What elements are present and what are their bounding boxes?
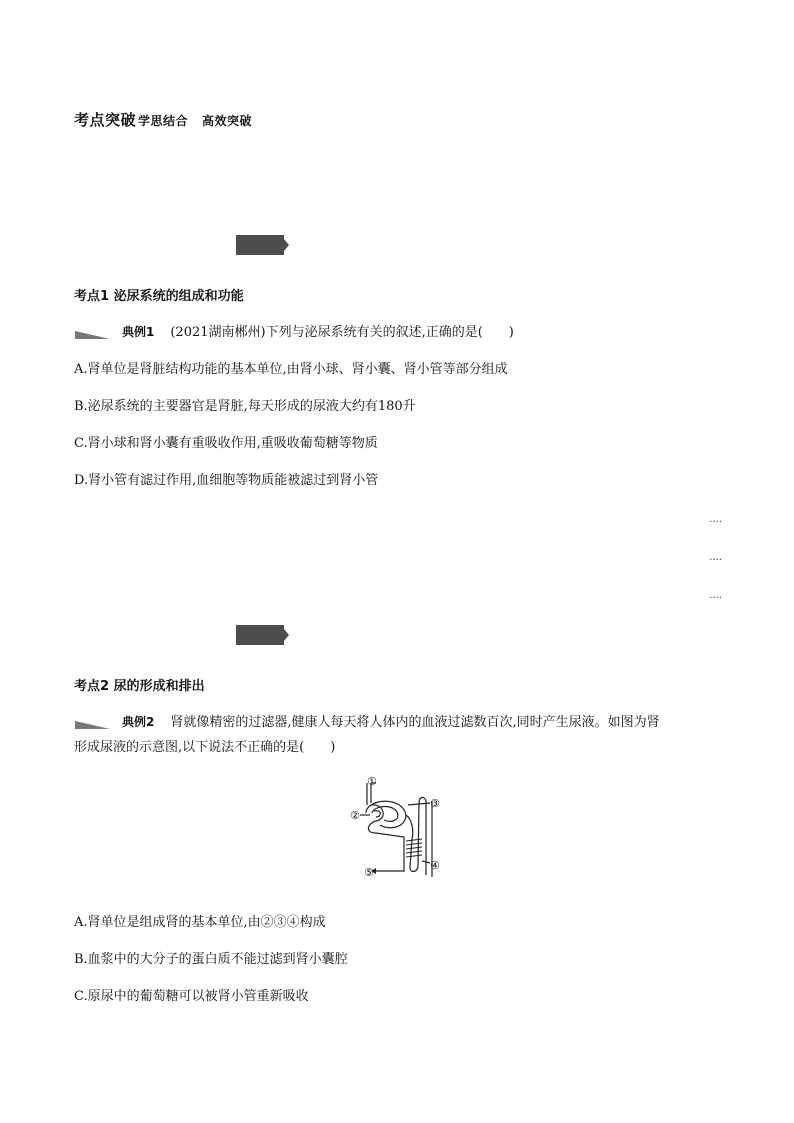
diagram-label-5: ⑤ [364, 866, 374, 879]
example-2-question-line1: 肾就像精密的过滤器,健康人每天将人体内的血液过滤数百次,同时产生尿液。如图为肾 [170, 715, 660, 730]
example-2-question-line2: 形成尿液的示意图,以下说法不正确的是( ) [74, 740, 336, 755]
diagram-vessel-out [376, 833, 404, 871]
section-1-title: 考点1 泌尿系统的组成和功能 [74, 289, 244, 304]
example-2-row [74, 711, 660, 730]
example-1-question: (2021湖南郴州)下列与泌尿系统有关的叙述,正确的是( ) [170, 325, 514, 340]
example-2-label: 典例2 [122, 715, 155, 729]
diagram-label-1: ① [367, 775, 377, 788]
header-subtitle-2: 高效突破 [202, 114, 253, 128]
example-marker-icon [74, 718, 112, 730]
example-1-row [74, 321, 514, 340]
example-1-option-a: A.肾单位是肾脏结构功能的基本单位,由肾小球、肾小囊、肾小管等部分组成 [74, 362, 508, 377]
section-2-title: 考点2 尿的形成和排出 [74, 679, 205, 694]
ellipsis-2: .... [709, 552, 722, 563]
diagram-label-2: ② [350, 809, 360, 822]
example-2-option-c: C.原尿中的葡萄糖可以被肾小管重新吸收 [74, 989, 309, 1004]
example-marker-icon [74, 328, 112, 340]
example-1-option-c: C.肾小球和肾小囊有重吸收作用,重吸收葡萄糖等物质 [74, 436, 378, 451]
example-1-label: 典例1 [122, 325, 155, 339]
example-2-option-a: A.肾单位是组成肾的基本单位,由②③④构成 [74, 915, 326, 930]
header-subtitle: 学思结合 [138, 114, 189, 128]
header-title: 考点突破 [74, 111, 137, 129]
page-header [74, 109, 252, 130]
example-1-option-d: D.肾小管有滤过作用,血细胞等物质能被滤过到肾小管 [74, 473, 379, 488]
diagram-tubule [406, 797, 426, 875]
ellipsis-1: .... [709, 514, 722, 525]
diagram-label-3: ③ [430, 797, 440, 810]
example-1-option-b: B.泌尿系统的主要器官是肾脏,每天形成的尿液大约有180升 [74, 399, 416, 414]
diagram-label-4: ④ [430, 859, 440, 872]
section-tag-1 [236, 235, 284, 255]
example-2-option-b: B.血浆中的大分子的蛋白质不能过滤到肾小囊腔 [74, 952, 348, 967]
ellipsis-3: .... [709, 590, 722, 601]
nephron-diagram [346, 775, 446, 881]
section-tag-2 [236, 625, 284, 645]
